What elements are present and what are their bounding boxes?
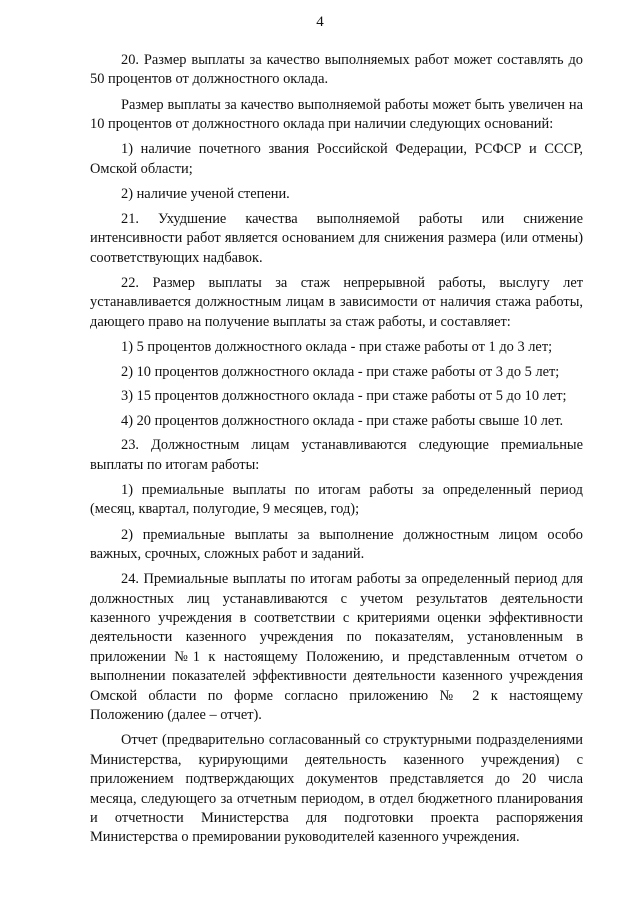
paragraph-22-item-3: 3) 15 процентов должностного оклада - при стаже работы от 5 до 10 лет; xyxy=(121,388,567,405)
page-number: 4 xyxy=(316,14,324,30)
paragraph-21: 21. Ухудшение качества выполняемой работы или снижение интенсивности работ является основанием для снижения размера (или отмены) соответствующих надбавок. xyxy=(90,211,583,266)
paragraph-22-item-4: 4) 20 процентов должностного оклада - при стаже работы свыше 10 лет. xyxy=(121,412,564,429)
paragraph-20-basis-1: 1) наличие почетного звания Российской Федерации, РСФСР и СССР, Омской области; xyxy=(90,141,583,177)
document-body xyxy=(90,51,583,854)
paragraph-20-increase: Размер выплаты за качество выполняемой работы может быть увеличен на 10 процентов от должностного оклада при наличии следующих оснований: xyxy=(90,96,583,133)
paragraph-report: Отчет (предварительно согласованный со структурными подразделениями Министерства, курирующими деятельность казенного учреждения) с приложением подтверждающих документов представляется до 20 числа месяца, следующего за отчетным периодом, в отдел бюджетного планирования и отчетности Министерства для подготовки проекта распоряжения Министерства о премировании руководителей казенного учреждения. xyxy=(90,732,583,846)
paragraph-22: 22. Размер выплаты за стаж непрерывной работы, выслугу лет устанавливается должностным лицам в зависимости от наличия стажа работы, дающего право на получение выплаты за стаж работы, и составляет: xyxy=(90,275,583,330)
paragraph-20-basis-2: 2) наличие ученой степени. xyxy=(121,185,290,202)
paragraph-23: 23. Должностным лицам устанавливаются следующие премиальные выплаты по итогам работы: xyxy=(90,437,583,473)
paragraph-24: 24. Премиальные выплаты по итогам работы за определенный период для должностных лиц устанавливаются с учетом результатов деятельности казенного учреждения в соответствии с критериями оценки эффективности деятельности казенного учреждения по показателям, установленным в приложении №1 к настоящему Положению, и представленным отчетом о выполнении показателей эффективности деятельности казенного учреждения Омской области по форме согласно приложению № 2 к настоящему Положению (далее – отчет). xyxy=(90,571,583,724)
paragraph-23-item-2: 2) премиальные выплаты за выполнение должностным лицом особо важных, срочных, сложных работ и заданий. xyxy=(90,526,583,563)
paragraph-22-item-1: 1) 5 процентов должностного оклада - при стаже работы от 1 до 3 лет; xyxy=(121,339,553,356)
paragraph-22-item-2: 2) 10 процентов должностного оклада - при стаже работы от 3 до 5 лет; xyxy=(121,363,560,380)
paragraph-23-item-1: 1) премиальные выплаты по итогам работы за определенный период (месяц, квартал, полугодие, 9 месяцев, год); xyxy=(90,482,583,518)
paragraph-20: 20. Размер выплаты за качество выполняемых работ может составлять до 50 процентов от должностного оклада. xyxy=(90,52,583,88)
